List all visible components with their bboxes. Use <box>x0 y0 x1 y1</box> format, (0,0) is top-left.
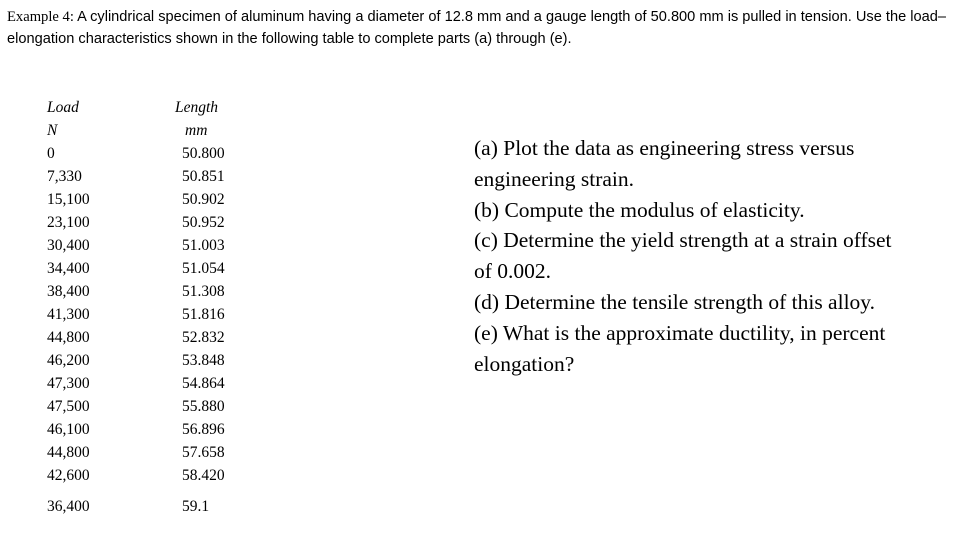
example-label: Example 4: <box>7 9 74 25</box>
load-cell: 23,100 <box>47 214 90 231</box>
load-cell: 44,800 <box>47 329 90 346</box>
length-unit-header: mm <box>185 122 208 139</box>
length-cell: 50.902 <box>182 191 225 208</box>
load-cell: 7,330 <box>47 168 82 185</box>
question-line: (d) Determine the tensile strength of this alloy. <box>474 289 876 314</box>
load-cell: 0 <box>47 145 55 162</box>
question-line: elongation? <box>474 351 575 376</box>
length-cell: 59.1 <box>182 498 210 515</box>
length-cell: 53.848 <box>182 352 225 369</box>
load-cell: 15,100 <box>47 191 90 208</box>
load-cell: 30,400 <box>47 237 90 254</box>
length-cell: 57.658 <box>182 444 225 461</box>
length-cell: 58.420 <box>182 467 225 484</box>
load-cell: 47,300 <box>47 375 90 392</box>
load-cell: 47,500 <box>47 398 90 415</box>
length-cell: 52.832 <box>182 329 225 346</box>
load-cell: 44,800 <box>47 444 90 461</box>
question-line: of 0.002. <box>474 259 552 284</box>
question-line: (b) Compute the modulus of elasticity. <box>474 197 805 222</box>
load-cell: 38,400 <box>47 283 90 300</box>
load-cell: 41,300 <box>47 306 90 323</box>
length-cell: 51.003 <box>182 237 225 254</box>
question-line: (c) Determine the yield strength at a strain offset <box>474 228 892 253</box>
load-header: Load <box>47 99 79 116</box>
question-line: (a) Plot the data as engineering stress versus <box>474 136 855 160</box>
load-cell: 46,200 <box>47 352 90 369</box>
load-cell: 36,400 <box>47 498 90 515</box>
length-cell: 51.816 <box>182 306 225 323</box>
length-cell: 51.054 <box>182 260 225 277</box>
question-line: engineering strain. <box>474 166 635 191</box>
length-cell: 56.896 <box>182 421 225 438</box>
length-cell: 55.880 <box>182 398 225 415</box>
length-cell: 50.952 <box>182 214 225 231</box>
length-cell: 50.800 <box>182 145 225 162</box>
question-line: (e) What is the approximate ductility, in percent <box>474 320 886 345</box>
length-cell: 50.851 <box>182 168 225 185</box>
length-cell: 54.864 <box>182 375 225 392</box>
length-cell: 51.308 <box>182 283 225 300</box>
question-parts <box>474 133 954 379</box>
load-cell: 42,600 <box>47 467 90 484</box>
load-cell: 46,100 <box>47 421 90 438</box>
problem-text: A cylindrical specimen of aluminum having a diameter of 12.8 mm and a gauge length of 50.800 mm is pulled in tension. Use the load–elongation characteristics shown in the following table to complete parts (a) through (e). <box>7 9 946 47</box>
problem-statement <box>7 6 947 50</box>
length-header: Length <box>175 99 219 116</box>
load-cell: 34,400 <box>47 260 90 277</box>
load-unit-header: N <box>47 122 58 139</box>
